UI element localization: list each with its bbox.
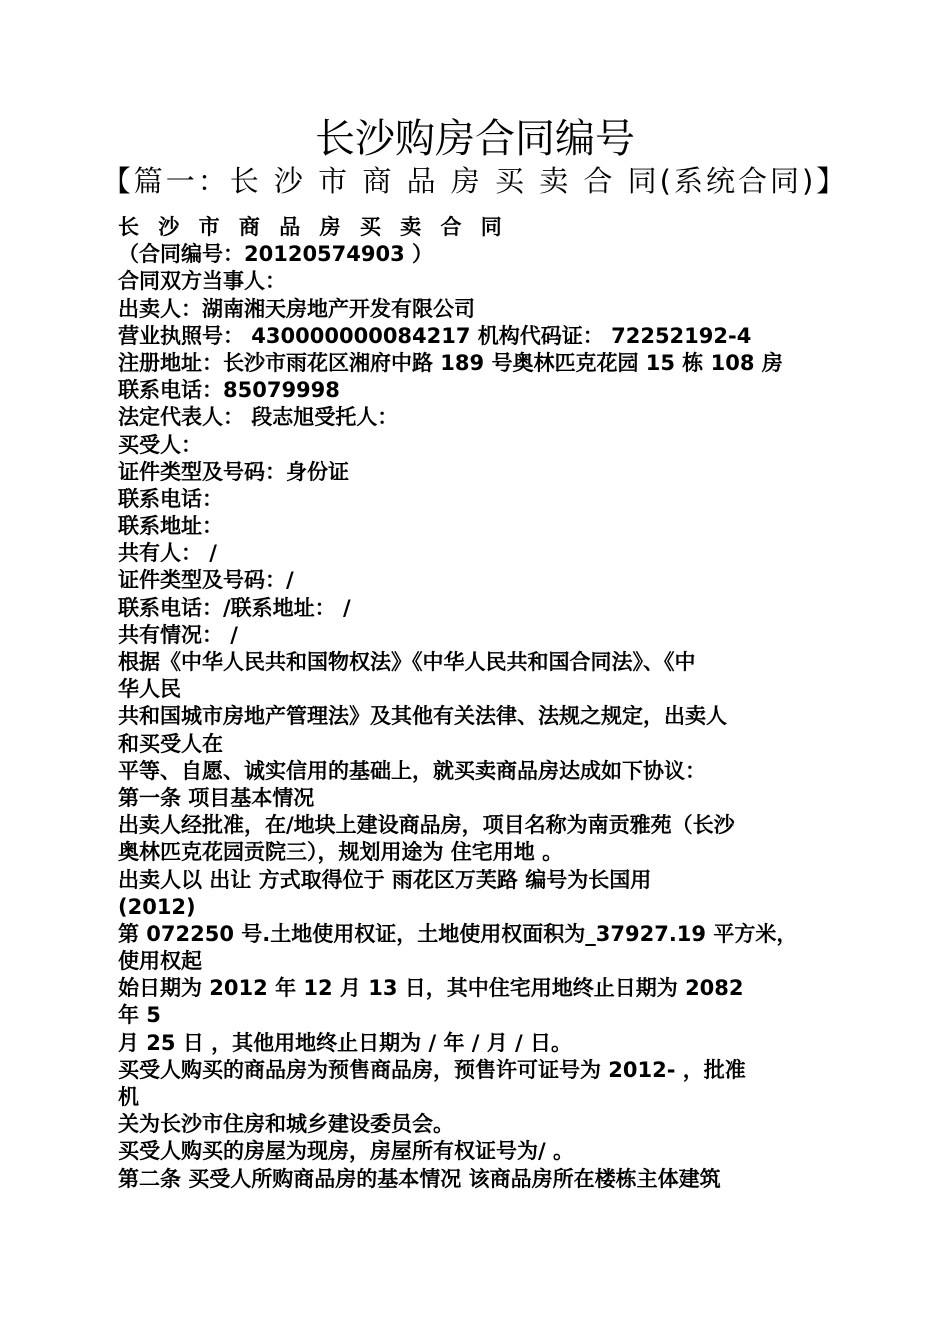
text-line: 联系电话： [118, 486, 223, 511]
text-line: 使用权起 [118, 949, 202, 974]
text-line: 月 25 日 ，其他用地终止日期为 / 年 / 月 / 日。 [118, 1030, 573, 1055]
text-line: 第 072250 号.土地使用权证，土地使用权面积为_37927.19 平方米， [118, 921, 798, 946]
text-line: 奥林匹克花园贡院三），规划用途为 住宅用地 。 [118, 840, 564, 865]
text-line: 营业执照号： 430000000084217 机构代码证： 72252192-4 [118, 323, 752, 348]
text-line: 华人民 [118, 677, 181, 702]
text-line: 联系电话：85079998 [118, 378, 340, 403]
contract-heading: 长 沙 市 商 品 房 买 卖 合 同 [118, 215, 508, 239]
text-line: 出卖人经批准，在/地块上建设商品房，项目名称为南贡雅苑（长沙 [118, 813, 735, 838]
text-line: 年 5 [118, 1003, 161, 1028]
text-line: 法定代表人： 段志旭受托人： [118, 405, 399, 430]
text-line: 联系电话：/联系地址： / [118, 595, 351, 620]
text-line: 联系地址： [118, 514, 223, 539]
text-line: 买受人购买的商品房为预售商品房，预售许可证号为 2012- ，批准 [118, 1057, 746, 1082]
contract-body [118, 214, 838, 1193]
text-line: 关为长沙市住房和城乡建设委员会。 [118, 1112, 454, 1137]
text-line: 共有人： / [118, 541, 217, 566]
text-line: 合同双方当事人： [118, 269, 286, 294]
text-line: 共有情况： / [118, 622, 238, 647]
text-line: 证件类型及号码：身份证 [118, 459, 349, 484]
text-line: 平等、自愿、诚实信用的基础上，就买卖商品房达成如下协议： [118, 758, 706, 783]
text-line: 出卖人以 出让 方式取得位于 雨花区万芙路 编号为长国用 [118, 867, 652, 892]
text-line: 共和国城市房地产管理法》及其他有关法律、法规之规定，出卖人 [118, 704, 727, 729]
text-line: 注册地址：长沙市雨花区湘府中路 189 号奥林匹克花园 15 栋 108 房 [118, 350, 783, 375]
text-line: 机 [118, 1085, 139, 1109]
contract-number-line: （合同编号：20120574903 ） [118, 242, 434, 267]
text-line: 始日期为 2012 年 12 月 13 日，其中住宅用地终止日期为 2082 [118, 976, 744, 1001]
text-line: 和买受人在 [118, 731, 223, 756]
document-subtitle: 【篇一：长 沙 市 商 品 房 买 卖 合 同(系统合同)】 [101, 164, 849, 198]
text-line: (2012) [118, 894, 196, 919]
text-line: 买受人： [118, 432, 202, 457]
text-line: 买受人购买的房屋为现房，房屋所有权证号为/ 。 [118, 1139, 574, 1164]
text-line: 第二条 买受人所购商品房的基本情况 该商品房所在楼栋主体建筑 [118, 1166, 721, 1191]
text-line: 出卖人：湖南湘天房地产开发有限公司 [118, 296, 475, 321]
text-line: 根据《中华人民共和国物权法》《中华人民共和国合同法》、《中 [118, 650, 696, 674]
text-line: 证件类型及号码：/ [118, 568, 294, 593]
text-line: 第一条 项目基本情况 [118, 785, 315, 810]
document-title: 长沙购房合同编号 [315, 116, 635, 162]
